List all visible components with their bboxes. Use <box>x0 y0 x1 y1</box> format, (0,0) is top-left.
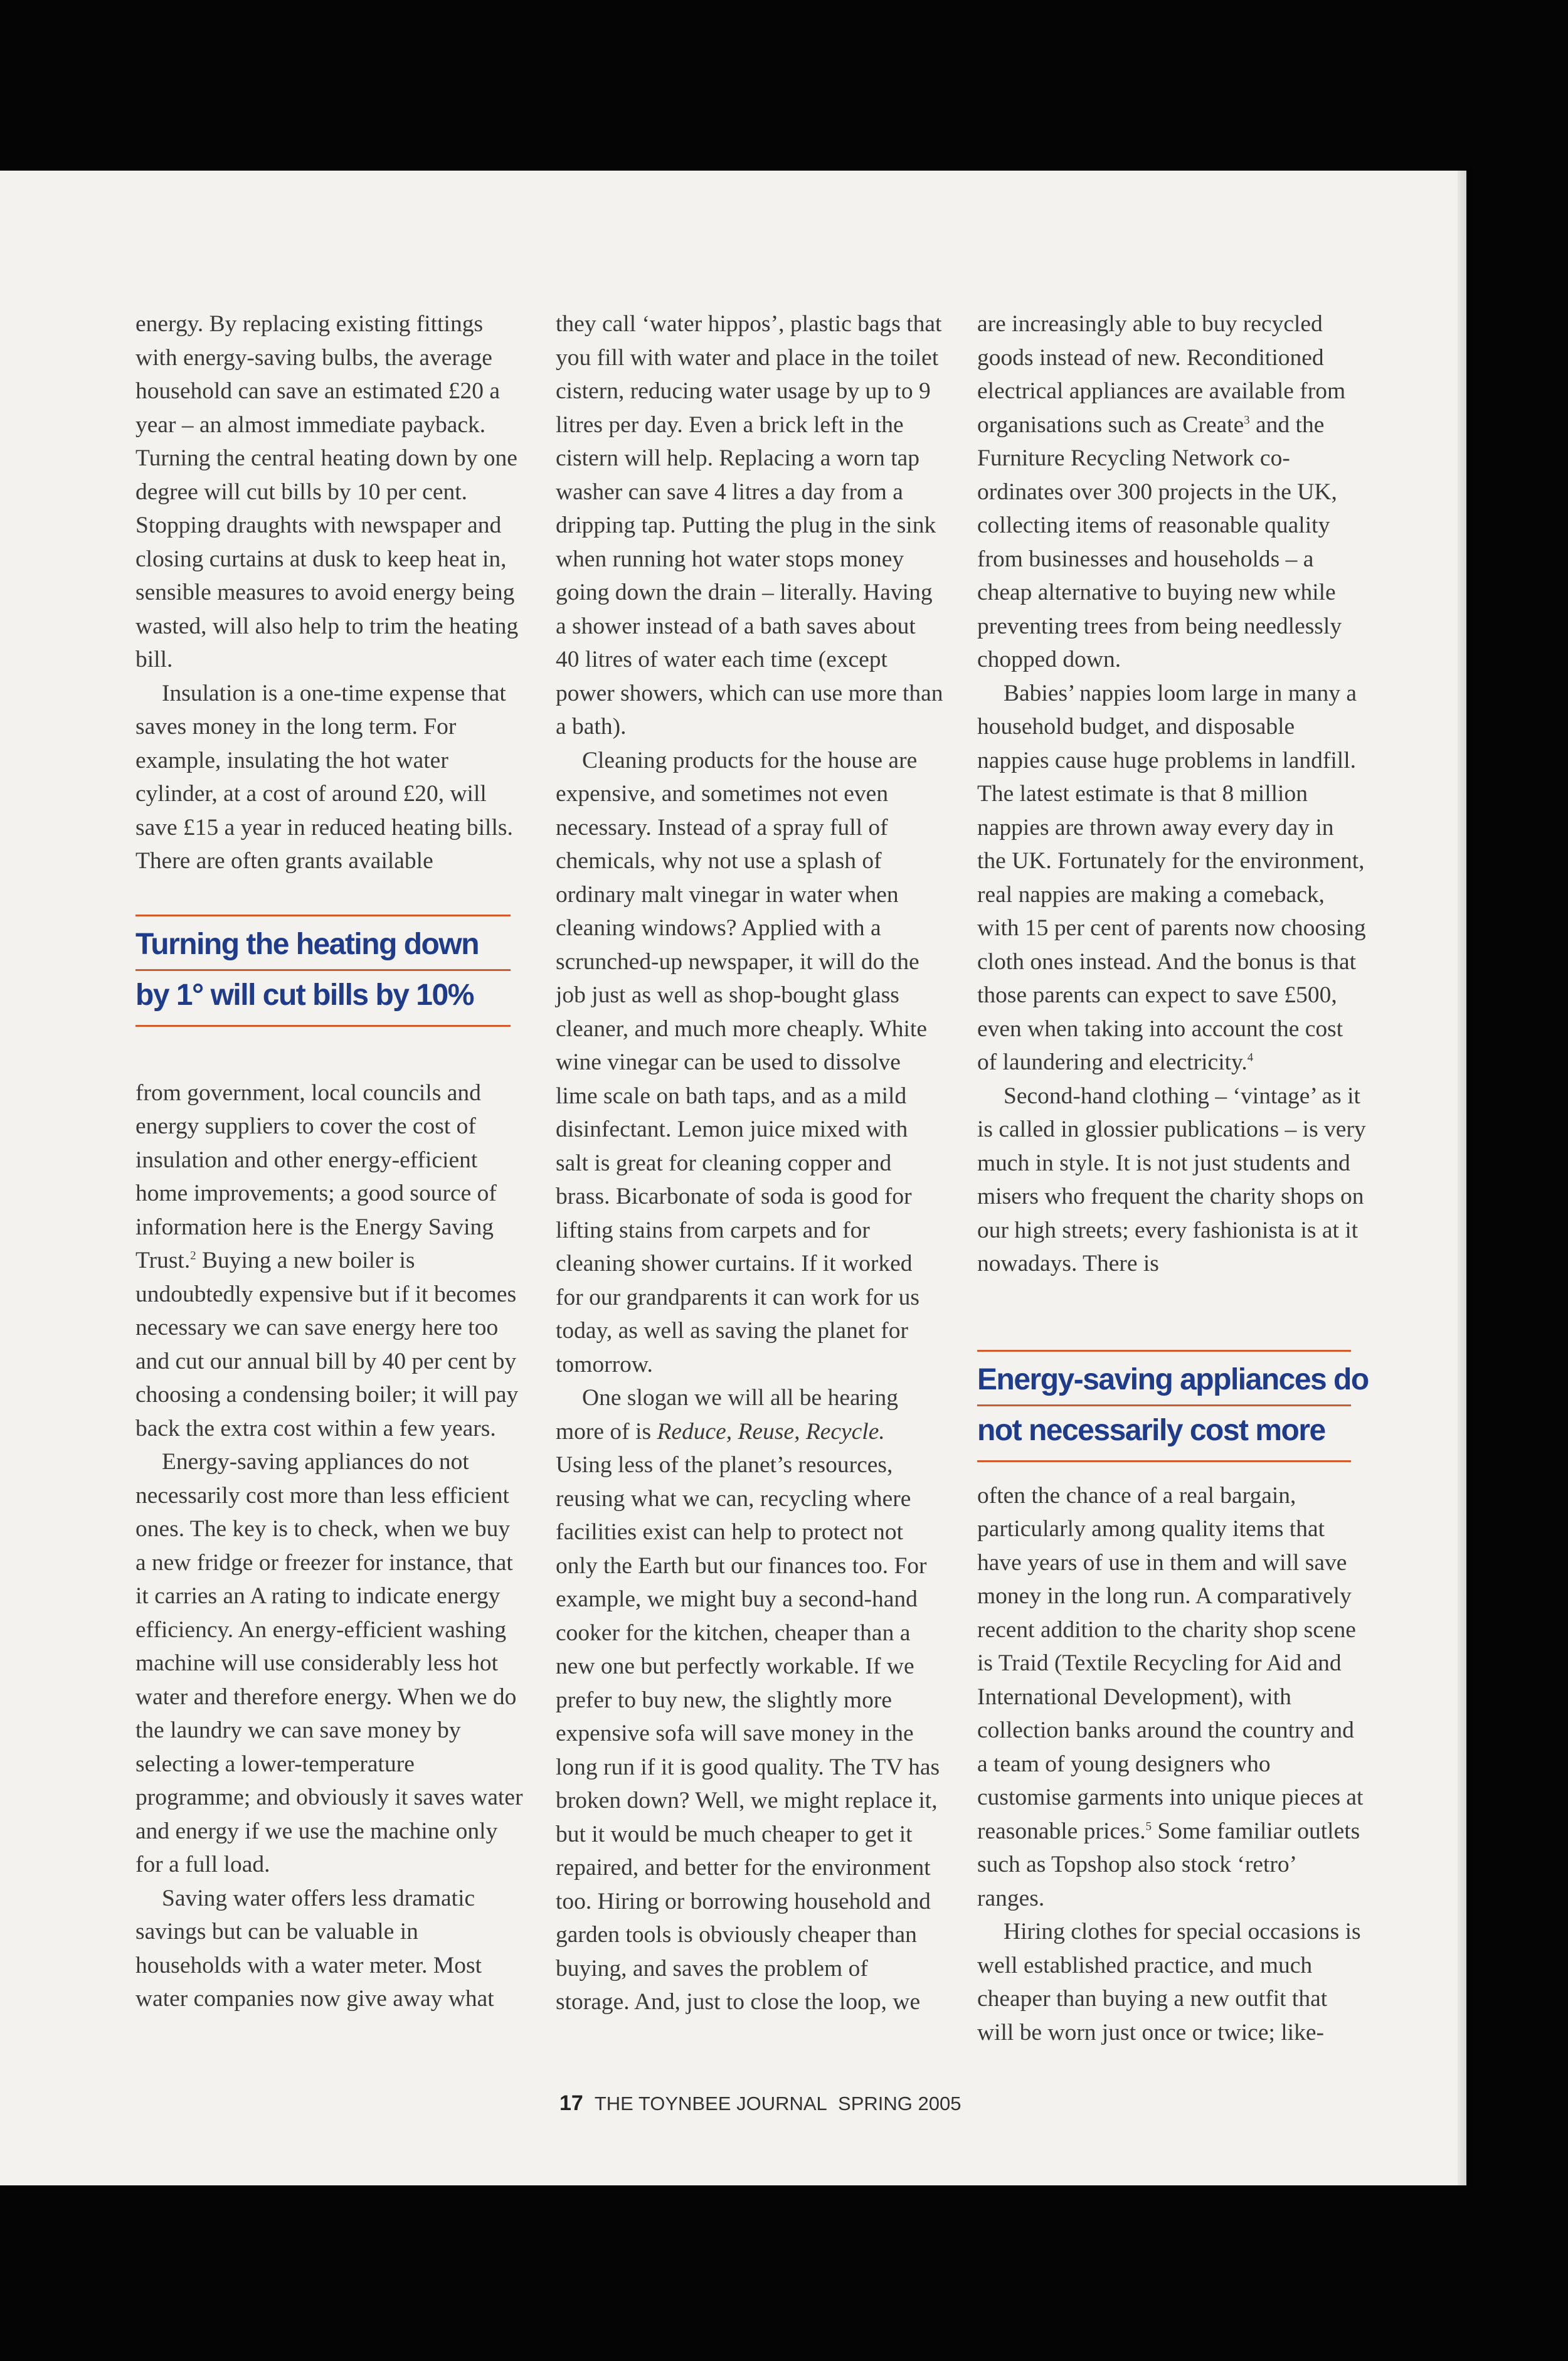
footnote-marker-3: 3 <box>1244 413 1250 427</box>
col1-paragraph-3 <box>135 1076 524 1446</box>
col1-p3-text-a: from government, local councils and energy suppliers to cover the cost of insulation and other energy-efficient home improvements; a good source of information here is the Energy Saving Trust. <box>135 1080 497 1273</box>
pullquote-appliances <box>977 1350 1369 1462</box>
pullquote-1-line-1: Turning the heating down <box>135 928 479 961</box>
col3-paragraph-5: Hiring clothes for special occasions is well established practice, and much cheaper than buying a new outfit that will be worn just once or twice; like- <box>977 1919 1361 2045</box>
col2-paragraph-3 <box>556 1381 945 2019</box>
pullquote-1-line-2: by 1° will cut bills by 10% <box>135 979 474 1012</box>
col3-p4-text-a: often the chance of a real bargain, particularly among quality items that have years of use in them and will save money in the long run. A comparatively recent addition to the charity shop scene is Traid (Textile Recycling for Aid and International Development), with collection banks around the country and a team of young designers who customise garments into unique pieces at reasonable prices. <box>977 1482 1364 1844</box>
col2-paragraph-2: Cleaning products for the house are expensive, and sometimes not even necessary. Instead of a spray full of chemicals, why not use a splash of ordinary malt vinegar in water when cleaning windows? Applied with a scrunched-up newspaper, it will do the job just as well as shop-bought glass cleaner, and much more cheaply. White wine vinegar can be used to dissolve lime scale on bath taps, and as a mild disinfectant. Lemon juice mixed with salt is great for cleaning copper and brass. Bicarbonate of soda is good for lifting stains from carpets and for cleaning shower curtains. If it worked for our grandparents it can work for us today, as well as saving the planet for tomorrow. <box>556 747 927 1377</box>
col3-p1-text-a: are increasingly able to buy recycled goods instead of new. Reconditioned electrical appliances are available from organisations such as Create <box>977 311 1346 438</box>
slogan-italic: Reduce, Reuse, Recycle. <box>657 1418 885 1445</box>
column-1 <box>135 307 524 2016</box>
page-footer <box>559 2091 961 2116</box>
page-number: 17 <box>559 2091 583 2115</box>
col3-paragraph-3: Second-hand clothing – ‘vintage’ as it is called in glossier publications – is very much in style. It is not just students and misers who frequent the charity shops on our high streets; every fashionista is at it nowadays. There is <box>977 1083 1366 1276</box>
col3-paragraph-4 <box>977 1479 1366 1916</box>
pullquote-2-line-1: Energy-saving appliances do <box>977 1363 1369 1396</box>
col1-paragraph-1: energy. By replacing existing fittings with energy-saving bulbs, the average household can save an estimated £20 a year – an almost immediate payback. Turning the central heating down by one degree will cut bills by 10 per cent. Stopping draughts with newspaper and closing curtains at dusk to keep heat in, sensible measures to avoid energy being wasted, will also help to trim the heating bill. <box>135 311 519 672</box>
col2-p3-text-b: Using less of the planet’s resources, reusing what we can, recycling where facilities exist can help to protect not only the Earth but our finances too. For example, we might buy a second-hand cooker for the kitchen, cheaper than a new one but perfectly workable. If we prefer to buy new, the slightly more expensive sofa will save money in the long run if it is good quality. The TV has broken down? Well, we might replace it, but it would be much cheaper to get it repaired, and better for the environment too. Hiring or borrowing household and garden tools is obviously cheaper than buying, and saves the problem of storage. And, just to close the loop, we <box>556 1452 940 2015</box>
col3-paragraph-1 <box>977 307 1366 677</box>
col2-p3-text-a: One slogan we will all be hearing more of is <box>556 1385 899 1445</box>
footnote-marker-4: 4 <box>1247 1051 1254 1064</box>
journal-page <box>0 171 1466 2185</box>
column-3 <box>977 307 1369 2049</box>
col1-p3-text-b: Buying a new boiler is undoubtedly expensive but if it becomes necessary we can save energy here too and cut our annual bill by 40 per cent by choosing a condensing boiler; it will pay back the extra cost within a few years. <box>135 1248 519 1441</box>
publication-name: THE TOYNBEE JOURNAL <box>594 2093 827 2114</box>
footnote-marker-2: 2 <box>190 1249 196 1263</box>
col3-p2-text: Babies’ nappies loom large in many a household budget, and disposable nappies cause huge problems in landfill. The latest estimate is that 8 million nappies are thrown away every day in the UK. Fortunately for the environment, real nappies are making a comeback, with 15 per cent of parents now choosing cloth ones instead. And the bonus is that those parents can expect to save £500, even when taking into account the cost of laundering and electricity. <box>977 680 1366 1075</box>
col3-p4-text-b: Some familiar outlets such as Topshop also stock ‘retro’ ranges. <box>977 1818 1360 1911</box>
col1-paragraph-4: Energy-saving appliances do not necessarily cost more than less efficient ones. The key is to check, when we buy a new fridge or freezer for instance, that it carries an A rating to indicate energy efficiency. An energy-efficient washing machine will use considerably less hot water and therefore energy. When we do the laundry we can save money by selecting a lower-temperature programme; and obviously it saves water and energy if we use the machine only for a full load. <box>135 1449 523 1877</box>
pullquote-2-line-2: not necessarily cost more <box>977 1414 1325 1447</box>
col3-paragraph-2 <box>977 677 1366 1080</box>
footnote-marker-5: 5 <box>1145 1820 1152 1833</box>
col3-p1-text-b: and the Furniture Recycling Network co-ordinates over 300 projects in the UK, collecting items of reasonable quality from businesses and households – a cheap alternative to buying new while preventing trees from being needlessly chopped down. <box>977 411 1342 672</box>
col1-paragraph-2: Insulation is a one-time expense that saves money in the long term. For example, insulating the hot water cylinder, at a cost of around £20, will save £15 a year in reduced heating bills. There are often grants available <box>135 680 513 874</box>
issue-label: SPRING 2005 <box>838 2093 961 2114</box>
page-edge <box>1458 171 1466 2185</box>
pullquote-heating <box>135 915 511 1027</box>
column-2 <box>556 307 945 2019</box>
col1-paragraph-5: Saving water offers less dramatic savings but can be valuable in households with a water meter. Most water companies now give away what <box>135 1885 494 2012</box>
col2-paragraph-1: they call ‘water hippos’, plastic bags that you fill with water and place in the toilet cistern, reducing water usage by up to 9 litres per day. Even a brick left in the cistern will help. Replacing a worn tap washer can save 4 litres a day from a dripping tap. Putting the plug in the sink when running hot water stops money going down the drain – literally. Having a shower instead of a bath saves about 40 litres of water each time (except power showers, which can use more than a bath). <box>556 311 943 740</box>
